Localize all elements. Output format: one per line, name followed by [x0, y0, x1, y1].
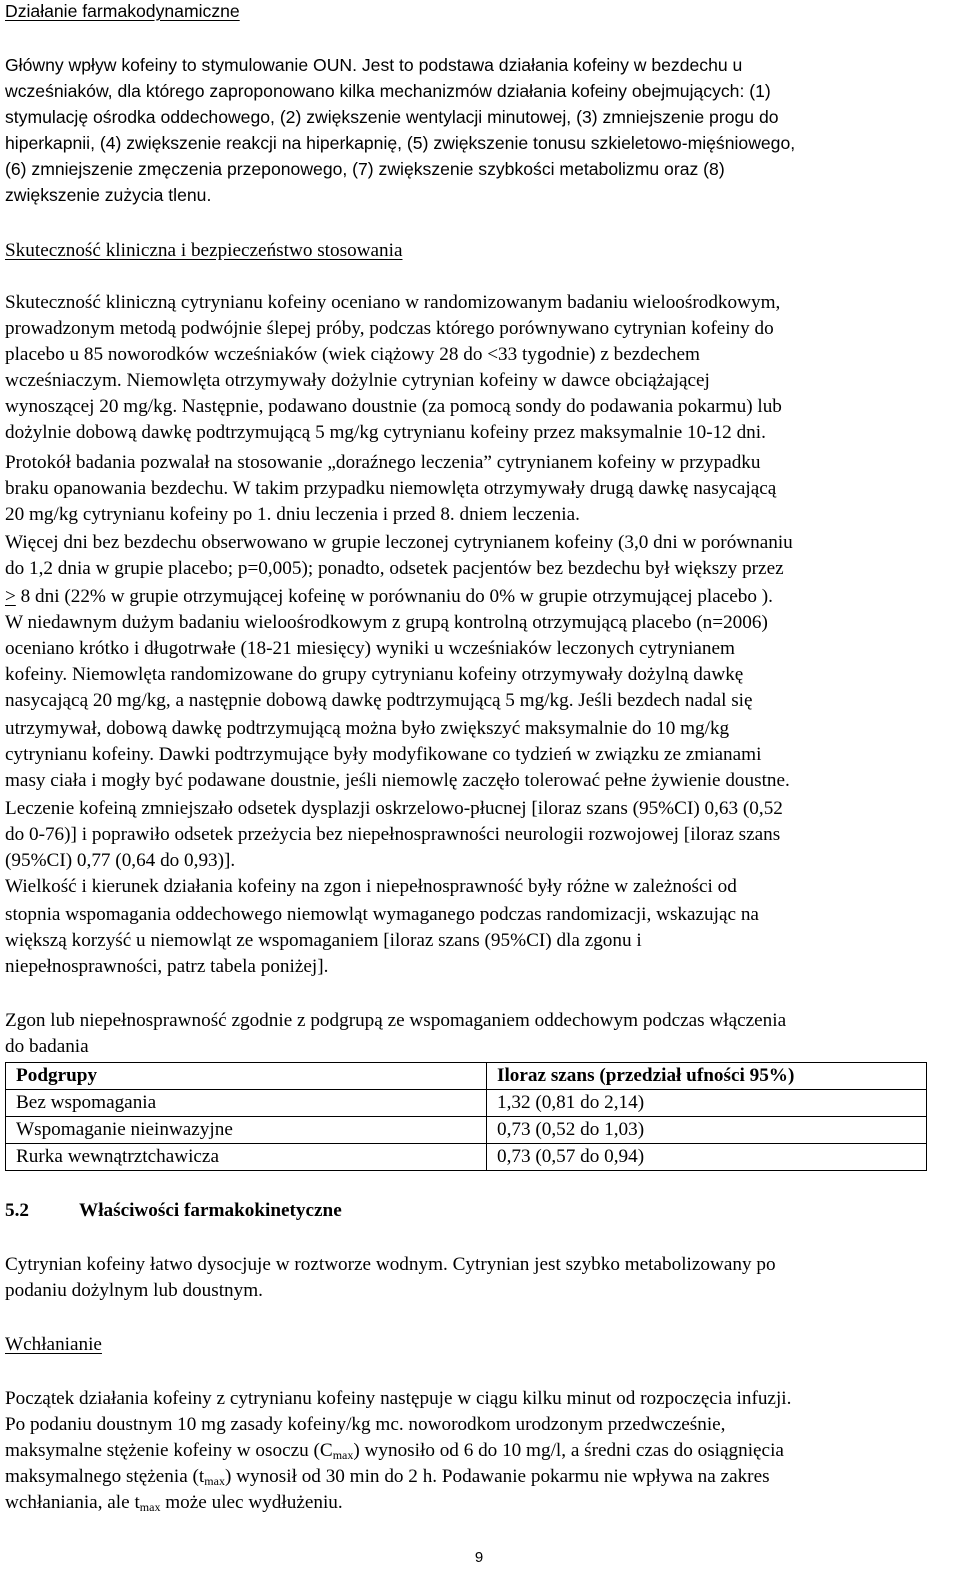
text-line: utrzymywał, dobową dawkę podtrzymującą można było zwiększyć maksymalnie do 10 mg/kg: [5, 718, 730, 739]
text-line: [5, 1490, 343, 1516]
table-cell: 0,73 (0,57 do 0,94): [487, 1144, 927, 1171]
text-line: 20 mg/kg cytrynianu kofeiny po 1. dniu leczenia i przed 8. dniem leczenia.: [5, 504, 580, 525]
text-line: (6) zmniejszenie zmęczenia przeponowego, (7) zwiększenie szybkości metabolizmu oraz (8): [5, 159, 725, 179]
table-cell: 1,32 (0,81 do 2,14): [487, 1090, 927, 1117]
text-span: wchłaniania, ale t: [5, 1492, 140, 1513]
text-line: prowadzonym metodą podwójnie ślepej próby, podczas którego porównywano cytrynian kofeiny do: [5, 318, 774, 339]
section-title: Właściwości farmakokinetyczne: [79, 1200, 342, 1221]
text-line: dożylnie dobową dawkę podtrzymującą 5 mg/kg cytrynianu kofeiny przez maksymalnie 10-12 dni.: [5, 422, 766, 443]
odds-ratio-table: [5, 1062, 927, 1171]
text-line: oceniano krótko i długotrwałe (18-21 miesięcy) wyniki u wcześniaków leczonych cytrynianem: [5, 638, 735, 659]
section-heading-pharmacodynamics: Działanie farmakodynamiczne: [5, 1, 240, 21]
section-heading-efficacy: Skuteczność kliniczna i bezpieczeństwo stosowania: [5, 240, 403, 261]
text-line: stymulację ośrodka oddechowego, (2) zwiększenie wentylacji minutowej, (3) zmniejszenie progu do: [5, 107, 779, 127]
text-line: niepełnosprawności, patrz tabela poniżej].: [5, 956, 329, 977]
text-line: wcześniaczym. Niemowlęta otrzymywały dożylnie cytrynian kofeiny w dawce obciążającej: [5, 370, 710, 391]
table-row: [6, 1117, 927, 1144]
table-header-cell: Iloraz szans (przedział ufności 95%): [487, 1063, 927, 1090]
text-line: Skuteczność kliniczną cytrynianu kofeiny oceniano w randomizowanym badaniu wieloośrodkowym,: [5, 292, 781, 313]
text-line: wynoszącej 20 mg/kg. Następnie, podawano doustnie (za pomocą sondy do podawania pokarmu) lub: [5, 396, 782, 417]
table-cell: Wspomaganie nieinwazyjne: [6, 1117, 487, 1144]
text-line: Więcej dni bez bezdechu obserwowano w grupie leczonej cytrynianem kofeiny (3,0 dni w porównaniu: [5, 532, 793, 553]
text-line: braku opanowania bezdechu. W takim przypadku niemowlęta otrzymywały drugą dawkę nasycającą: [5, 478, 777, 499]
table-caption: Zgon lub niepełnosprawność zgodnie z podgrupą ze wspomaganiem oddechowym podczas włączenia: [5, 1010, 787, 1031]
text-line: Cytrynian kofeiny łatwo dysocjuje w roztworze wodnym. Cytrynian jest szybko metabolizowany po: [5, 1254, 776, 1275]
text-line: do 1,2 dnia w grupie placebo; p=0,005); ponadto, odsetek pacjentów bez bezdechu był większy przez: [5, 558, 784, 579]
subscript-max: max: [139, 1500, 161, 1514]
page-number: 9: [474, 1549, 484, 1566]
subheading-absorption: Wchłanianie: [5, 1334, 102, 1355]
text-span: ) wynosił od 30 min do 2 h. Podawanie pokarmu nie wpływa na zakres: [224, 1466, 770, 1487]
text-line: Protokół badania pozwalał na stosowanie „doraźnego leczenia” cytrynianem kofeiny w przypadku: [5, 452, 761, 473]
table-cell: Bez wspomagania: [6, 1090, 487, 1117]
text-line: W niedawnym dużym badaniu wieloośrodkowym z grupą kontrolną otrzymującą placebo (n=2006): [5, 612, 768, 633]
table-row: [6, 1090, 927, 1117]
table-caption: do badania: [5, 1036, 89, 1057]
text-line: podaniu dożylnym lub doustnym.: [5, 1280, 263, 1301]
text-line: [5, 1464, 770, 1490]
text-span: może ulec wydłużeniu.: [160, 1492, 343, 1513]
text-line: stopnia wspomagania oddechowego niemowląt wymaganego podczas randomizacji, wskazując na: [5, 904, 759, 925]
table-header-row: [6, 1063, 927, 1090]
text-line: do 0-76)] i poprawiło odsetek przeżycia bez niepełnosprawności neurologii rozwojowej [iloraz szans: [5, 824, 781, 845]
text-line: Wielkość i kierunek działania kofeiny na zgon i niepełnosprawność były różne w zależności od: [5, 876, 737, 897]
text-line: Początek działania kofeiny z cytrynianu kofeiny następuje w ciągu kilku minut od rozpoczęcia infuzji.: [5, 1388, 792, 1409]
section-number: 5.2: [5, 1200, 29, 1221]
text-line: masy ciała i mogły być podawane doustnie, jeśli niemowlę zaczęło tolerować pełne żywienie doustne.: [5, 770, 790, 791]
text-line: wcześniaków, dla którego zaproponowano kilka mechanizmów działania kofeiny obejmujących: (1): [5, 81, 771, 101]
text-line: placebo u 85 noworodków wcześniaków (wiek ciążowy 28 do <33 tygodnie) z bezdechem: [5, 344, 700, 365]
text-span: maksymalnego stężenia (t: [5, 1466, 205, 1487]
subscript-max: max: [204, 1474, 225, 1488]
text-line: Główny wpływ kofeiny to stymulowanie OUN. Jest to podstawa działania kofeiny w bezdechu u: [5, 55, 743, 75]
text-line: cytrynianu kofeiny. Dawki podtrzymujące były modyfikowane co tydzień w związku ze zmianami: [5, 744, 762, 765]
text-line: hiperkapnii, (4) zwiększenie reakcji na hiperkapnię, (5) zwiększenie tonusu szkieletowo-mięśniowego,: [5, 133, 796, 153]
geq-symbol: >: [5, 586, 16, 607]
table-header-cell: Podgrupy: [6, 1063, 487, 1090]
table-cell: Rurka wewnątrztchawicza: [6, 1144, 487, 1171]
text-line: kofeiny. Niemowlęta randomizowane do grupy cytrynianu kofeiny otrzymywały dożylną dawkę: [5, 664, 744, 685]
text-span: 8 dni (22% w grupie otrzymującej kofeinę w porównaniu do 0% w grupie otrzymującej placebo ).: [20, 586, 773, 607]
text-line: Leczenie kofeiną zmniejszało odsetek dysplazji oskrzelowo-płucnej [iloraz szans (95%CI) 0,63 (0,52: [5, 798, 783, 819]
table-cell: 0,73 (0,52 do 1,03): [487, 1117, 927, 1144]
text-line: [5, 1438, 784, 1464]
text-line: większą korzyść u niemowląt ze wspomaganiem [iloraz szans (95%CI) dla zgonu i: [5, 930, 642, 951]
subscript-max: max: [332, 1448, 354, 1462]
text-line: zwiększenie zużycia tlenu.: [5, 185, 212, 205]
text-line: nasycającą 20 mg/kg, a następnie dobową dawkę podtrzymującą 5 mg/kg. Jeśli bezdech nadal się: [5, 690, 753, 711]
text-span: maksymalne stężenie kofeiny w osoczu (C: [5, 1440, 333, 1461]
text-line: (95%CI) 0,77 (0,64 do 0,93)].: [5, 850, 236, 871]
text-span: ) wynosiło od 6 do 10 mg/l, a średni czas do osiągnięcia: [353, 1440, 784, 1461]
table-row: [6, 1144, 927, 1171]
text-line: Po podaniu doustnym 10 mg zasady kofeiny/kg mc. noworodkom urodzonym przedwcześnie,: [5, 1414, 726, 1435]
text-line: [5, 584, 773, 610]
